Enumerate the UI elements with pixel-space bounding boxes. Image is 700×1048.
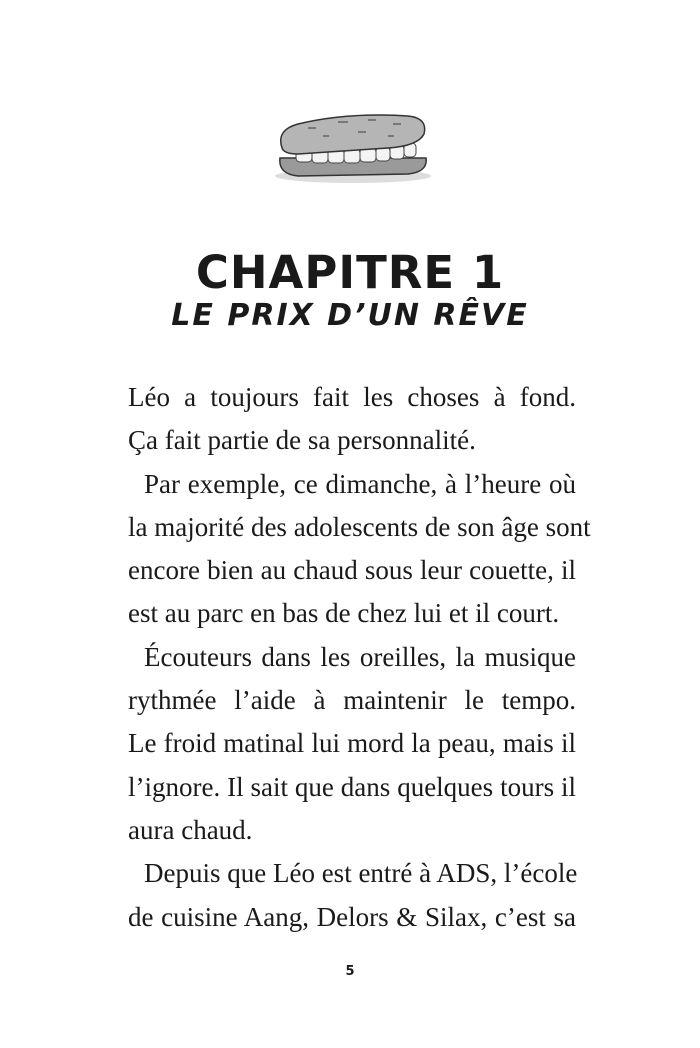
paragraph xyxy=(128,636,576,852)
text-line: aura chaud. xyxy=(128,814,253,845)
paragraph xyxy=(128,852,576,939)
text-line: Ça fait partie de sa personnalité. xyxy=(128,425,476,456)
text-line: est au parc en bas de chez lui et il court. xyxy=(128,598,560,629)
text-line: de cuisine Aang, Delors & Silax, c’est sa xyxy=(128,901,576,932)
paragraph xyxy=(128,376,576,463)
eclair-illustration xyxy=(268,108,434,186)
text-line: encore bien au chaud sous leur couette, il xyxy=(128,555,576,586)
text-line: Depuis que Léo est entré à ADS, l’école xyxy=(144,858,578,889)
text-line: l’ignore. Il sait que dans quelques tours il xyxy=(128,771,576,802)
text-line: la majorité des adolescents de son âge sont xyxy=(128,511,591,542)
text-line: rythmée l’aide à maintenir le tempo. xyxy=(128,685,576,716)
chapter-number: CHAPITRE 1 xyxy=(195,246,505,299)
text-line: Léo a toujours fait les choses à fond. xyxy=(128,382,576,412)
paragraph xyxy=(128,463,591,636)
body-text xyxy=(128,376,591,939)
text-line: Par exemple, ce dimanche, à l’heure où xyxy=(144,468,576,499)
text-line: Le froid matinal lui mord la peau, mais il xyxy=(128,728,576,759)
chapter-subtitle: LE PRIX D’UN RÊVE xyxy=(171,298,529,333)
page-number: 5 xyxy=(345,964,355,979)
text-line: Écouteurs dans les oreilles, la musique xyxy=(144,641,576,672)
